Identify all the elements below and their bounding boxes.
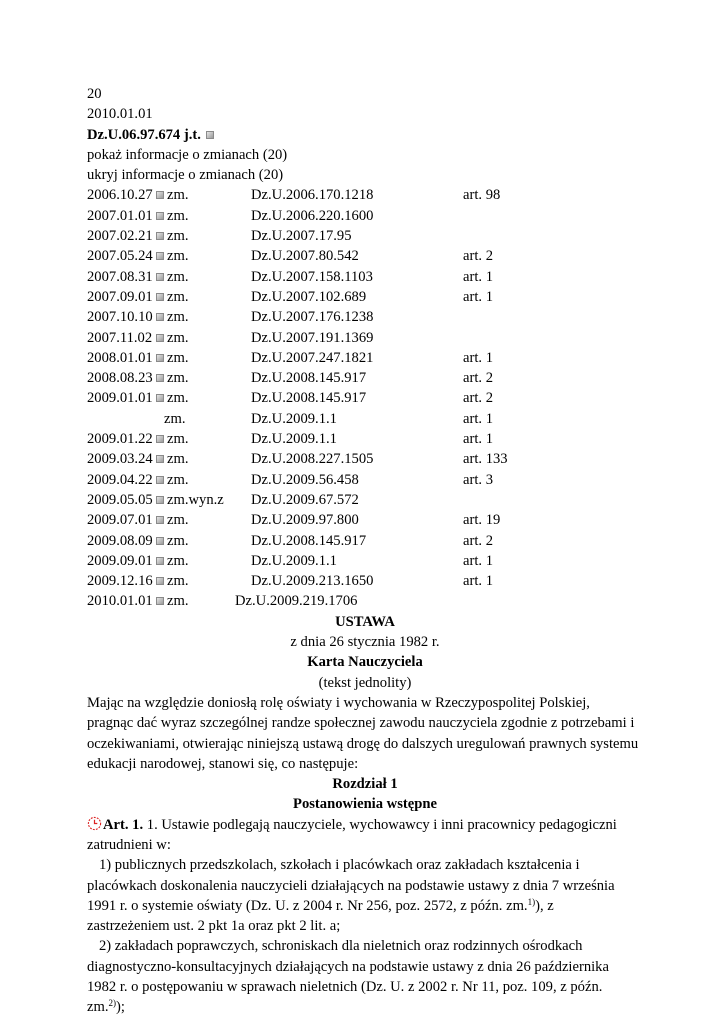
change-journal-ref[interactable]: Dz.U.2007.102.689 [251,288,367,305]
point-1-text: placówkach doskonalenia nauczycieli działających na podstawie ustawy z dnia 7 września [87,877,615,894]
change-date: 2007.10.10 [87,309,153,326]
article-1 [87,815,643,1018]
change-row [87,429,643,449]
change-article: art. 133 [463,451,508,468]
footnote-ref[interactable]: 1) [527,896,536,907]
change-journal-ref[interactable]: Dz.U.2007.191.1369 [251,329,374,346]
square-marker-icon[interactable] [156,374,164,382]
change-journal-ref[interactable]: Dz.U.2009.1.1 [251,410,337,427]
change-type-label: zm. [167,248,189,265]
change-date: 2007.11.02 [87,329,153,346]
change-row [87,510,643,530]
change-type-label: zm. [167,187,189,204]
change-type-label: zm. [167,512,189,529]
change-row [87,470,643,490]
change-date: 2009.05.05 [87,491,153,508]
clock-icon[interactable] [87,816,102,831]
change-date: 2008.01.01 [87,349,153,366]
preamble-line: oczekiwaniami, otwierając niniejszą ustawą drogę do dalszych uregulowań prawnych systemu [87,735,639,752]
change-type [155,267,188,287]
article-text: 1. Ustawie podlegają nauczyciele, wychowawcy i inni pracownicy pedagogiczni [143,816,617,833]
change-article: art. 1 [463,573,493,590]
square-marker-icon[interactable] [156,334,164,342]
change-type [155,551,188,571]
change-row [87,246,643,266]
change-journal-ref[interactable]: Dz.U.2009.1.1 [251,552,337,569]
change-type [155,185,188,205]
footnote-ref[interactable]: 2) [108,998,116,1009]
chapter-label: Rozdział 1 [332,776,398,793]
square-marker-icon[interactable] [156,455,164,463]
change-date: 2009.07.01 [87,512,153,529]
change-article: art. 98 [463,187,501,204]
change-type [155,287,188,307]
square-marker-icon[interactable] [156,597,164,605]
change-journal-ref[interactable]: Dz.U.2007.17.95 [251,228,352,245]
change-type-label: zm. [167,329,189,346]
change-article: art. 3 [463,471,493,488]
change-type [155,571,188,591]
point-1-text: zastrzeżeniem ust. 2 pkt 1a oraz pkt 2 lit. a; [87,918,341,935]
point-2-text-part: zm. [87,999,109,1016]
act-subtitle: (tekst jednolity) [318,674,412,691]
hide-changes-link[interactable]: ukryj informacje o zmianach (20) [87,167,284,184]
square-marker-icon[interactable] [156,577,164,585]
change-date: 2009.03.24 [87,451,153,468]
change-row [87,409,643,429]
change-type-label: zm. [167,268,189,285]
changes-table [87,185,643,611]
change-row [87,571,643,591]
act-reference-label[interactable]: Dz.U.06.97.674 j.t. [87,126,201,143]
chapter-title: Postanowienia wstępne [293,796,437,813]
change-type [155,449,188,469]
change-date: 2007.02.21 [87,228,153,245]
point-2-text: diagnostyczno-konsultacyjnych działających na podstawie ustawy z dnia 26 października [87,958,609,975]
show-changes-link[interactable]: pokaż informacje o zmianach (20) [87,146,288,163]
change-type [155,368,188,388]
change-date: 2009.04.22 [87,471,153,488]
change-type [155,307,188,327]
change-row [87,368,643,388]
square-marker-icon[interactable] [156,191,164,199]
change-type-label: zm. [167,532,189,549]
change-row [87,185,643,205]
change-type-label: zm. [167,552,189,569]
change-date: 2006.10.27 [87,187,153,204]
change-type [164,409,185,429]
change-date: 2007.08.31 [87,268,153,285]
change-row [87,551,643,571]
change-type-label: zm. [167,451,189,468]
change-date: 2009.08.09 [87,532,153,549]
change-journal-ref[interactable]: Dz.U.2009.219.1706 [235,593,358,610]
square-marker-icon[interactable] [156,212,164,220]
square-marker-icon[interactable] [156,394,164,402]
point-2-text-part: ); [115,999,125,1016]
change-row [87,388,643,408]
change-journal-ref[interactable]: Dz.U.2009.67.572 [251,491,359,508]
act-reference[interactable] [87,125,643,145]
change-type [155,510,188,530]
change-date: 2009.09.01 [87,552,153,569]
change-type [155,206,188,226]
change-article: art. 2 [463,390,493,407]
act-date-line: z dnia 26 stycznia 1982 r. [290,634,440,651]
square-marker-icon[interactable] [156,313,164,321]
point-1-text [87,896,643,916]
preamble-line: edukacji narodowej, stanowi się, co następuje: [87,755,359,772]
change-type-label: zm. [167,390,189,407]
change-journal-ref[interactable]: Dz.U.2008.145.917 [251,390,367,407]
preamble-line: Mając na względzie doniosłą rolę oświaty i wychowania w Rzeczypospolitej Polskiej, [87,694,590,711]
change-type-label: zm. [167,370,189,387]
change-journal-ref[interactable]: Dz.U.2009.1.1 [251,431,337,448]
change-journal-ref[interactable]: Dz.U.2007.158.1103 [251,268,373,285]
preamble [87,693,643,774]
change-type-label: zm.wyn.z [167,491,224,508]
square-marker-icon[interactable] [206,131,214,139]
change-row [87,287,643,307]
article-text: zatrudnieni w: [87,836,171,853]
change-row [87,267,643,287]
change-type [155,531,188,551]
change-date: 2007.05.24 [87,248,153,265]
change-journal-ref[interactable]: Dz.U.2006.220.1600 [251,207,374,224]
change-type [155,490,224,510]
change-journal-ref[interactable]: Dz.U.2009.213.1650 [251,573,374,590]
change-count: 20 [87,86,102,102]
change-row [87,307,643,327]
change-row [87,531,643,551]
change-date: 2009.01.01 [87,390,153,407]
change-type-label: zm. [167,207,189,224]
change-journal-ref[interactable]: Dz.U.2007.80.542 [251,248,359,265]
square-marker-icon[interactable] [156,293,164,301]
change-article: art. 2 [463,370,493,387]
change-date: 2009.01.22 [87,431,153,448]
change-journal-ref[interactable]: Dz.U.2009.97.800 [251,512,359,529]
change-journal-ref[interactable]: Dz.U.2006.170.1218 [251,187,374,204]
change-article: art. 1 [463,288,493,305]
change-row [87,591,643,611]
change-journal-ref[interactable]: Dz.U.2007.247.1821 [251,349,374,366]
change-journal-ref[interactable]: Dz.U.2007.176.1238 [251,309,374,326]
change-type-label: zm. [167,471,189,488]
square-marker-icon[interactable] [156,273,164,281]
change-row [87,206,643,226]
article-label: Art. 1. [103,816,144,833]
change-type [155,429,188,449]
change-article: art. 1 [463,410,493,427]
change-type-label: zm. [167,349,189,366]
change-type-label: zm. [164,410,186,427]
change-date: 2009.12.16 [87,573,153,590]
square-marker-icon[interactable] [156,476,164,484]
change-journal-ref[interactable]: Dz.U.2008.145.917 [251,532,367,549]
act-type-heading: USTAWA [335,613,395,630]
change-date: 2007.09.01 [87,288,153,305]
point-1-text-part: ), z [535,897,554,914]
change-type-label: zm. [167,309,189,326]
change-row [87,328,643,348]
square-marker-icon[interactable] [156,435,164,443]
change-type-label: zm. [167,431,189,448]
change-type [155,246,188,266]
change-type [155,328,188,348]
point-1-text: 1) publicznych przedszkolach, szkołach i placówkach oraz zakładach kształcenia i [99,857,580,874]
change-date: 2008.08.23 [87,370,153,387]
change-article: art. 1 [463,431,493,448]
version-date: 2010.01.01 [87,106,153,123]
change-type [155,470,188,490]
document-content [87,84,643,1018]
point-2-text: 2) zakładach poprawczych, schroniskach dla nieletnich oraz rodzinnych ośrodkach [99,938,583,955]
change-type [155,388,188,408]
square-marker-icon[interactable] [156,557,164,565]
square-marker-icon[interactable] [156,252,164,260]
change-type [155,348,188,368]
change-date: 2010.01.01 [87,593,153,610]
preamble-line: pragnąc dać wyraz szczególnej randze społecznej zawodu nauczyciela zgodnie z potrzebami i [87,715,635,732]
square-marker-icon[interactable] [156,516,164,524]
change-row [87,490,643,510]
change-type [155,591,188,611]
change-article: art. 1 [463,349,493,366]
change-article: art. 19 [463,512,501,529]
change-article: art. 1 [463,268,493,285]
change-row [87,226,643,246]
square-marker-icon[interactable] [156,537,164,545]
change-article: art. 1 [463,552,493,569]
square-marker-icon[interactable] [156,232,164,240]
change-journal-ref[interactable]: Dz.U.2008.227.1505 [251,451,374,468]
square-marker-icon[interactable] [156,496,164,504]
change-journal-ref[interactable]: Dz.U.2009.56.458 [251,471,359,488]
square-marker-icon[interactable] [156,354,164,362]
change-row [87,449,643,469]
change-date: 2007.01.01 [87,207,153,224]
change-article: art. 2 [463,532,493,549]
point-2-text: 1982 r. o postępowaniu w sprawach nieletnich (Dz. U. z 2002 r. Nr 11, poz. 109, z późn. [87,979,603,996]
change-journal-ref[interactable]: Dz.U.2008.145.917 [251,370,367,387]
change-type [155,226,188,246]
change-type-label: zm. [167,288,189,305]
change-article: art. 2 [463,248,493,265]
point-2-text [87,997,643,1017]
change-type-label: zm. [167,593,189,610]
act-title: Karta Nauczyciela [307,654,423,671]
point-1-text-part: 1991 r. o systemie oświaty (Dz. U. z 2004 r. Nr 256, poz. 2572, z późn. zm. [87,897,528,914]
article-1-first-line [87,815,643,835]
change-type-label: zm. [167,228,189,245]
change-type-label: zm. [167,573,189,590]
change-row [87,348,643,368]
